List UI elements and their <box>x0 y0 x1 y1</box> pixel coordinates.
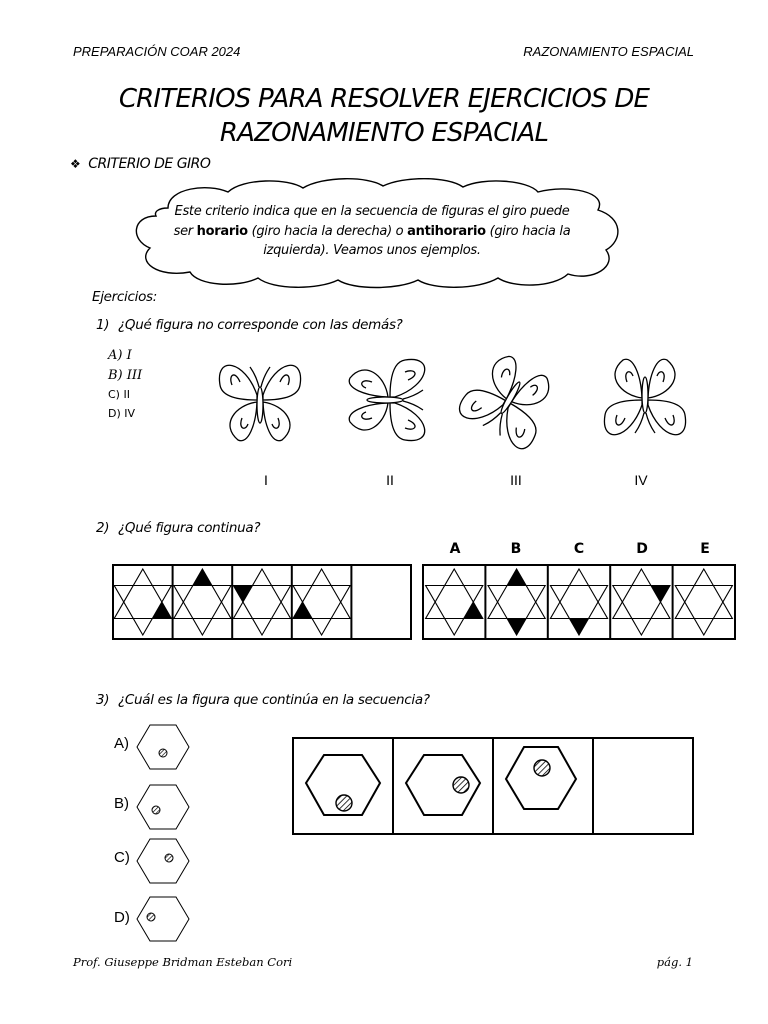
star-sequence-strip <box>112 564 412 640</box>
sequence-hexagon-1-icon <box>306 755 380 815</box>
title-line-2: RAZONAMIENTO ESPACIAL <box>219 118 549 148</box>
sequence-star-1-icon <box>114 569 171 635</box>
answer-star-c-icon <box>550 569 607 635</box>
question-3 <box>96 692 430 708</box>
question-3-text: ¿Cuál es la figura que continúa en la secuencia? <box>118 692 430 708</box>
sequence-hexagon-3-icon <box>506 747 576 809</box>
butterfly-figure-2-icon <box>340 350 440 450</box>
cloud-text: Este criterio indica que en la secuencia de figuras el giro puede ser horario (giro hacia la derecha) o antihorario (giro hacia la izquierda). Veamos unos ejemplos. <box>173 204 571 258</box>
answer-letter-b: B <box>510 541 522 557</box>
answer-letter-a: A <box>449 541 461 557</box>
option-c-hexagon-icon <box>137 839 189 883</box>
black-tip-upper-left <box>233 586 252 603</box>
title-line-1: CRITERIOS PARA RESOLVER EJERCICIOS DE <box>118 84 650 114</box>
star-answers-strip <box>422 564 736 640</box>
question-1-number: 1) <box>96 317 110 333</box>
sequence-star-4-icon <box>293 569 350 635</box>
figure-label-2: II <box>386 472 394 488</box>
black-tip-top <box>193 569 212 586</box>
question-2 <box>96 520 260 536</box>
header-right: RAZONAMIENTO ESPACIAL <box>523 44 694 59</box>
answer-star-d-icon <box>613 569 670 635</box>
footer-author: Prof. Giuseppe Bridman Esteban Cori <box>73 955 293 969</box>
q3-option-a: A) <box>114 735 129 752</box>
section-label: CRITERIO DE GIRO <box>88 156 211 172</box>
black-tip-lower-right <box>464 602 483 619</box>
answer-letter-d: D <box>636 541 648 557</box>
answer-star-e-icon <box>675 569 732 635</box>
butterfly-figure-1-icon <box>210 350 310 450</box>
sequence-hexagon-2-icon <box>406 755 480 815</box>
butterfly-figure-4-icon <box>595 350 695 450</box>
question-2-text: ¿Qué figura continua? <box>118 520 261 536</box>
option-a-hexagon-icon <box>137 725 189 769</box>
figure-label-1: I <box>264 472 268 488</box>
q3-option-c: C) <box>114 849 130 866</box>
sequence-star-3-icon <box>233 569 290 635</box>
horario-keyword: horario <box>196 223 248 239</box>
answer-letter-e: E <box>700 541 710 557</box>
black-tip-bottom <box>507 619 526 636</box>
question-1-text: ¿Qué figura no corresponde con las demás? <box>118 317 403 333</box>
ejercicios-label: Ejercicios: <box>92 289 158 305</box>
black-tip-lower-right <box>152 602 171 619</box>
black-tip-lower-left <box>293 602 312 619</box>
question-3-number: 3) <box>96 692 110 708</box>
q3-option-b: B) <box>114 795 129 812</box>
q1-option-b: B) III <box>108 368 143 383</box>
black-tip-upper-right <box>651 586 670 603</box>
q1-option-d: D) IV <box>108 407 136 420</box>
q1-option-a: A) I <box>108 348 132 363</box>
page-title <box>0 82 768 150</box>
option-b-hexagon-icon <box>137 785 189 829</box>
q1-option-c: C) II <box>108 388 130 401</box>
option-d-hexagon-icon <box>137 897 189 941</box>
black-tip-top <box>507 569 526 586</box>
question-2-number: 2) <box>96 520 110 536</box>
figure-label-4: IV <box>634 472 648 488</box>
butterfly-figure-3-icon <box>458 352 558 452</box>
section-heading <box>70 156 210 172</box>
diamond-bullet-icon: ❖ <box>70 157 81 171</box>
black-tip-bottom <box>569 619 588 636</box>
header-left: PREPARACIÓN COAR 2024 <box>73 44 241 59</box>
answer-star-b-icon <box>488 569 545 635</box>
hexagon-options <box>136 722 196 944</box>
figure-label-3: III <box>510 472 522 488</box>
q3-option-d: D) <box>114 909 130 926</box>
separator-dash <box>314 638 318 640</box>
sequence-star-2-icon <box>174 569 231 635</box>
question-1 <box>96 317 403 333</box>
answer-letter-c: C <box>573 541 585 557</box>
hexagon-sequence-strip <box>292 737 694 835</box>
antihorario-keyword: antihorario <box>407 223 486 239</box>
answer-star-a-icon <box>426 569 483 635</box>
footer-page-number: pág. 1 <box>656 955 693 969</box>
